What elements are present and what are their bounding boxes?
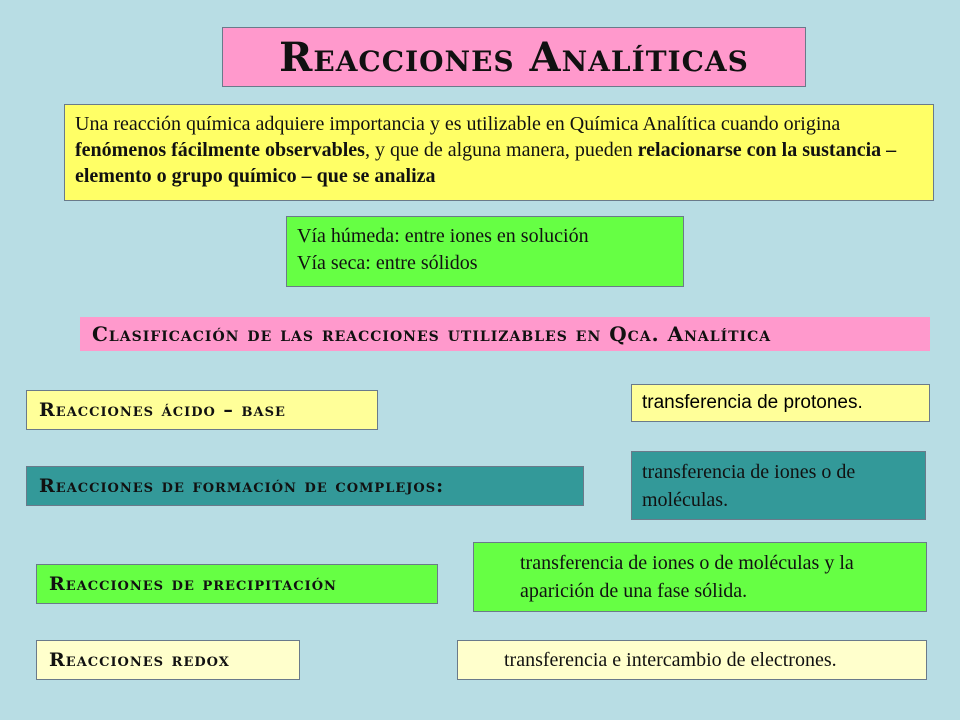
intro-text-part2: , y que de alguna manera, pueden xyxy=(364,139,638,161)
precipitation-label: Reacciones de precipitación xyxy=(36,564,438,604)
acid-base-description: transferencia de protones. xyxy=(631,384,930,422)
intro-text-bold2: relacionarse con la sustancia – elemento o grupo químico – que se analiza xyxy=(75,139,897,187)
complex-formation-label: Reacciones de formación de complejos: xyxy=(26,466,584,506)
intro-text-box xyxy=(64,104,934,201)
acid-base-label: Reacciones ácido – base xyxy=(26,390,378,430)
complex-formation-description: transferencia de iones o de moléculas. xyxy=(631,451,926,520)
via-box xyxy=(286,216,684,287)
intro-text-bold1: fenómenos fácilmente observables xyxy=(75,139,365,161)
slide-title: Reacciones Analíticas xyxy=(222,27,806,87)
classification-heading: Clasificación de las reacciones utilizables en Qca. Analítica xyxy=(80,317,930,351)
redox-label: Reacciones redox xyxy=(36,640,300,680)
precipitation-description: transferencia de iones o de moléculas y la aparición de una fase sólida. xyxy=(473,542,927,612)
redox-description: transferencia e intercambio de electrones. xyxy=(457,640,927,680)
intro-text-part1: Una reacción química adquiere importancia y es utilizable en Química Analítica cuando origina xyxy=(75,113,841,135)
via-seca-text: Vía seca: entre sólidos xyxy=(297,252,478,274)
via-humeda-text: Vía húmeda: entre iones en solución xyxy=(297,225,589,247)
